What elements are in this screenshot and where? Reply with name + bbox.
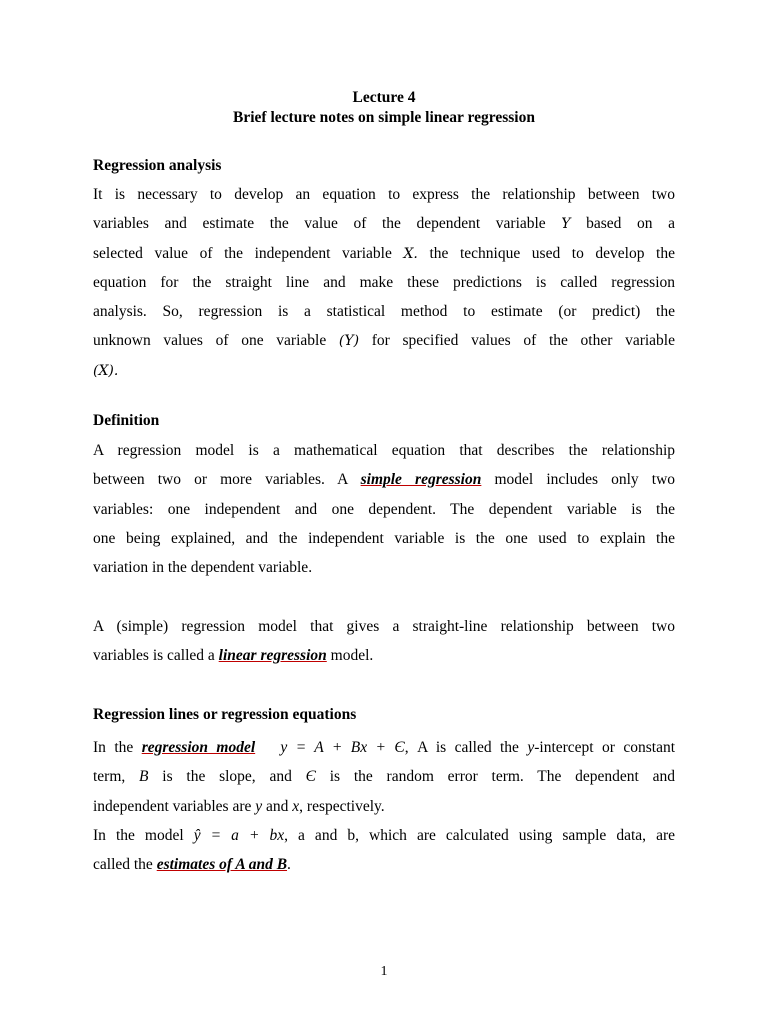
text-line: A (simple) regression model that gives a straight-line relationship between two xyxy=(93,618,675,635)
lecture-number: Lecture 4 xyxy=(352,89,416,106)
equation-regression-model: y = A + Bx + Є xyxy=(280,739,405,756)
math-variable: (X). xyxy=(93,362,119,379)
document-title: Brief lecture notes on simple linear regression xyxy=(233,109,535,126)
text-line: one being explained, and the independent variable is the one used to explain the xyxy=(93,529,675,547)
text-line: selected value of the independent variable X. the technique used to develop the xyxy=(93,244,675,262)
math-variable: (Y) xyxy=(338,333,360,350)
text-line: unknown values of one variable (Y) for specified values of the other variable xyxy=(93,332,675,350)
paragraph-definition xyxy=(93,436,675,582)
text-line: equation for the straight line and make these predictions is called regression xyxy=(93,273,675,291)
paragraph-regression-analysis xyxy=(93,180,675,385)
section-heading-definition: Definition xyxy=(93,412,160,429)
text-line: variables: one independent and one dependent. The dependent variable is the xyxy=(93,500,675,518)
text-line: In the model ŷ = a + bx, a and b, which are calculated using sample data, are xyxy=(93,826,676,844)
highlight-linear-regression: linear regression xyxy=(218,647,327,665)
page-number: 1 xyxy=(380,964,388,979)
paragraph-regression-lines xyxy=(93,733,675,879)
text-line: A regression model is a mathematical equation that describes the relationship xyxy=(93,442,675,459)
text-line: term, B is the slope, and Є is the random error term. The dependent and xyxy=(93,768,675,786)
text-line: variables is called a linear regression model. xyxy=(93,647,374,665)
text-line: between two or more variables. A simple regression model includes only two xyxy=(93,471,676,489)
highlight-estimates: estimates of A and B xyxy=(156,856,288,874)
paragraph-linear-regression xyxy=(93,612,675,671)
equation-estimated-model: ŷ = a + bx xyxy=(193,826,285,844)
text-line: variables and estimate the value of the dependent variable Y based on a xyxy=(93,215,676,233)
section-heading-regression-lines: Regression lines or regression equations xyxy=(93,706,357,723)
text-line: independent variables are y and x, respectively. xyxy=(93,797,385,815)
section-heading-regression-analysis: Regression analysis xyxy=(93,157,222,174)
highlight-regression-model: regression model xyxy=(141,739,256,756)
text-line: In the regression model y = A + Bx + Є, A is called the y-intercept or constant xyxy=(93,739,676,756)
text-line: variation in the dependent variable. xyxy=(93,559,313,577)
math-variable: Y xyxy=(561,216,571,233)
text-line: called the estimates of A and B. xyxy=(93,856,291,874)
text-line: analysis. So, regression is a statistical method to estimate (or predict) the xyxy=(93,303,675,321)
text-line xyxy=(93,356,675,385)
math-variable: X. xyxy=(403,245,418,262)
highlight-simple-regression: simple regression xyxy=(360,471,482,489)
text-line: It is necessary to develop an equation to express the relationship between two xyxy=(93,186,675,203)
